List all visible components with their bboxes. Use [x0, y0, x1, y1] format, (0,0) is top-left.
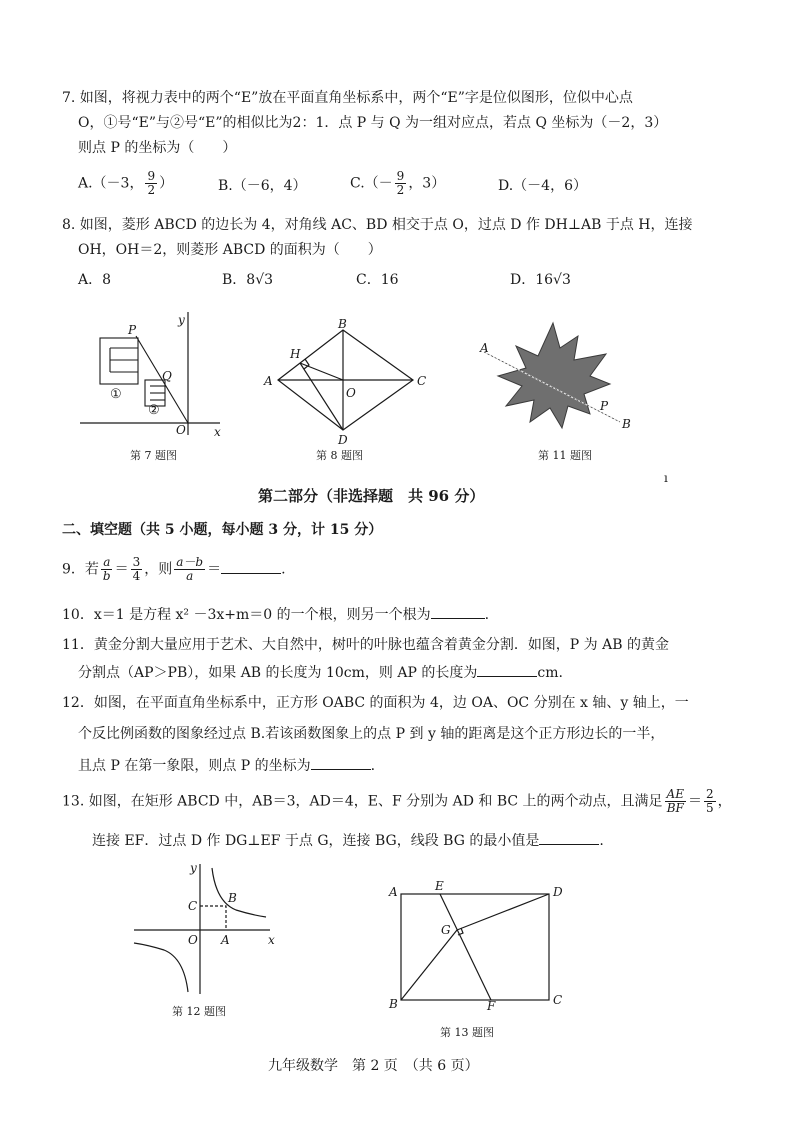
q13-answer-blank[interactable]: [539, 830, 599, 845]
maple-leaf-shape: [498, 323, 610, 428]
fig7-label-p: P: [128, 323, 137, 337]
segment-bg: [401, 930, 457, 1000]
hyperbola-q3: [134, 943, 188, 992]
fig7-label-y: y: [178, 313, 185, 327]
fig12-label-b: B: [228, 891, 237, 905]
q7-option-b: B.（－6，4）: [218, 178, 307, 194]
figure-13: [385, 878, 575, 1013]
figure-13-caption: 第 13 题图: [440, 1026, 494, 1039]
fig8-label-a: A: [264, 374, 273, 388]
segment-dg: [457, 894, 549, 930]
fig13-label-b: B: [389, 997, 398, 1011]
q12-line3: 且点 P 在第一象限，则点 P 的坐标为 .: [78, 755, 375, 776]
q7-line2: O，①号“E”与②号“E”的相似比为2：1．点 P 与 Q 为一组对应点，若点 Q 坐标为（－2，3）: [78, 115, 668, 131]
segment-dh: [300, 363, 343, 430]
fig11-label-b: B: [622, 417, 631, 431]
segment-ef: [440, 894, 491, 1000]
q7-line3: 则点 P 的坐标为（ ）: [78, 140, 237, 156]
fig8-label-b: B: [338, 317, 347, 331]
segment-oh: [300, 363, 343, 380]
fig7-label-o: O: [176, 423, 186, 437]
fig8-label-c: C: [417, 374, 427, 388]
figure-7: [80, 310, 230, 440]
part2-heading: 第二部分（非选择题 共 96 分）: [258, 487, 485, 505]
q12-line1: 12．如图，在平面直角坐标系中，正方形 OABC 的面积为 4，边 OA、OC 分别在 x 轴、y 轴上，一: [62, 695, 689, 711]
q10: 10．x＝1 是方程 x² －3x+m＝0 的一个根，则另一个根为 .: [62, 604, 489, 625]
q8-option-b: B．8√3: [222, 272, 274, 288]
q9: 9．若 $\frac{a}{b}$ ＝ $\frac{3}{4}$ ，则 $\frac{a-b}{a}$ ＝ .: [62, 555, 286, 583]
fig8-label-h: H: [290, 347, 301, 361]
q7-option-c: C.（－ $\frac{9}{2}$ ，3）: [350, 169, 446, 197]
q8-option-d: D．16√3: [510, 272, 571, 288]
fig7-label-q: Q: [162, 369, 172, 383]
figure-12-caption: 第 12 题图: [172, 1005, 226, 1018]
q8-line1: 8. 如图，菱形 ABCD 的边长为 4，对角线 AC、BD 相交于点 O，过点 D 作 DH⊥AB 于点 H，连接: [62, 217, 693, 233]
q11-line2: 分割点（AP＞PB），如果 AB 的长度为 10cm，则 AP 的长度为 cm.: [78, 662, 563, 683]
fig13-label-a: A: [389, 885, 398, 899]
section-fill-in-blank: 二、填空题（共 5 小题，每小题 3 分，计 15 分）: [62, 522, 383, 538]
q7-option-a: A.（－3， $\frac{9}{2}$ ）: [78, 169, 174, 197]
figure-11: [478, 318, 631, 438]
q7-line1: 7. 如图，将视力表中的两个“E”放在平面直角坐标系中，两个“E”字是位似图形，位似中心点: [62, 90, 633, 106]
q8-option-c: C．16: [356, 272, 399, 288]
fig8-label-d: D: [338, 433, 348, 447]
fig13-label-d: D: [553, 885, 563, 899]
figure-11-caption: 第 11 题图: [538, 449, 592, 462]
fig12-label-c: C: [188, 899, 198, 913]
hyperbola-q1: [212, 868, 266, 917]
fig13-label-f: F: [487, 999, 496, 1013]
figure-12: [132, 858, 282, 998]
fig12-label-y: y: [190, 861, 197, 875]
right-angle-mark: [304, 359, 309, 369]
q8-option-a: A．8: [78, 272, 112, 288]
rectangle-abcd: [401, 894, 549, 1000]
figure-8: [258, 318, 433, 448]
e-shape-1: [100, 338, 138, 384]
q8-line2: OH，OH＝2，则菱形 ABCD 的面积为（ ）: [78, 242, 382, 258]
square-oabc: [200, 906, 226, 930]
q7-option-d: D.（－4，6）: [498, 178, 587, 194]
q12-line2: 个反比例函数的图象经过点 B.若该函数图象上的点 P 到 y 轴的距离是这个正方形边长的一半，: [78, 726, 665, 742]
fig12-label-a: A: [221, 933, 230, 947]
fig8-label-o: O: [346, 386, 356, 400]
fig7-label-2: ②: [148, 403, 160, 418]
q10-answer-blank[interactable]: [431, 604, 485, 619]
stray-mark: ı: [664, 471, 668, 485]
q11-line1: 11．黄金分割大量应用于艺术、大自然中，树叶的叶脉也蕴含着黄金分割．如图，P 为 AB 的黄金: [62, 637, 669, 653]
q13-line2: 连接 EF．过点 D 作 DG⊥EF 于点 G，连接 BG，线段 BG 的最小值是 .: [92, 830, 604, 851]
page-footer: 九年级数学 第 2 页 （共 6 页）: [268, 1058, 479, 1074]
fig12-label-x: x: [268, 933, 275, 947]
fig13-label-c: C: [553, 993, 563, 1007]
fig11-label-a: A: [480, 341, 489, 355]
q9-answer-blank[interactable]: [221, 559, 281, 574]
fig11-label-p: P: [600, 399, 609, 413]
q13-line1: 13. 如图，在矩形 ABCD 中，AB＝3，AD＝4，E、F 分别为 AD 和 BC 上的两个动点，且满足 $\frac{AE}{BF}$ ＝ $\frac{2}{5}$ ，: [62, 787, 732, 815]
fig7-label-x: x: [214, 425, 221, 439]
fig13-label-e: E: [435, 879, 444, 893]
q11-answer-blank[interactable]: [477, 662, 537, 677]
q12-answer-blank[interactable]: [311, 755, 371, 770]
figure-7-caption: 第 7 题图: [130, 449, 177, 462]
figure-8-caption: 第 8 题图: [316, 449, 363, 462]
fig7-label-1: ①: [110, 387, 122, 402]
fig13-label-g: G: [441, 923, 451, 937]
fig12-label-o: O: [188, 933, 198, 947]
